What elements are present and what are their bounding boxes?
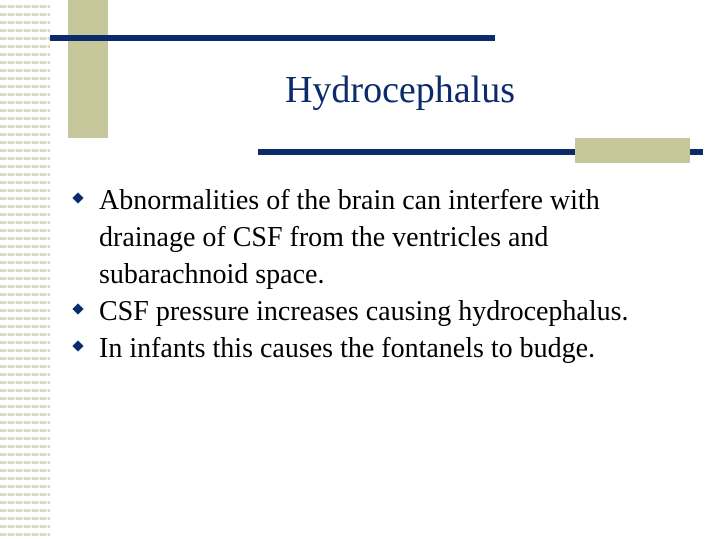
diamond-bullet-icon bbox=[72, 192, 83, 203]
bullet-item bbox=[72, 182, 692, 293]
bullet-list bbox=[72, 182, 692, 367]
bullet-text: In infants this causes the fontanels to budge. bbox=[99, 333, 596, 364]
diamond-bullet-icon bbox=[72, 340, 83, 351]
title-rule-top bbox=[50, 35, 495, 41]
bullet-item bbox=[72, 330, 692, 367]
bullet-text: Abnormalities of the brain can interfere with drainage of CSF from the ventricles and subarachnoid space. bbox=[99, 185, 600, 290]
slide-title: Hydrocephalus bbox=[284, 69, 516, 111]
bullet-item bbox=[72, 293, 692, 330]
diamond-bullet-icon bbox=[72, 303, 83, 314]
accent-block-right bbox=[575, 138, 690, 163]
accent-block-top bbox=[68, 0, 108, 138]
striped-margin-decoration bbox=[0, 0, 50, 540]
bullet-text: CSF pressure increases causing hydrocephalus. bbox=[99, 296, 629, 327]
